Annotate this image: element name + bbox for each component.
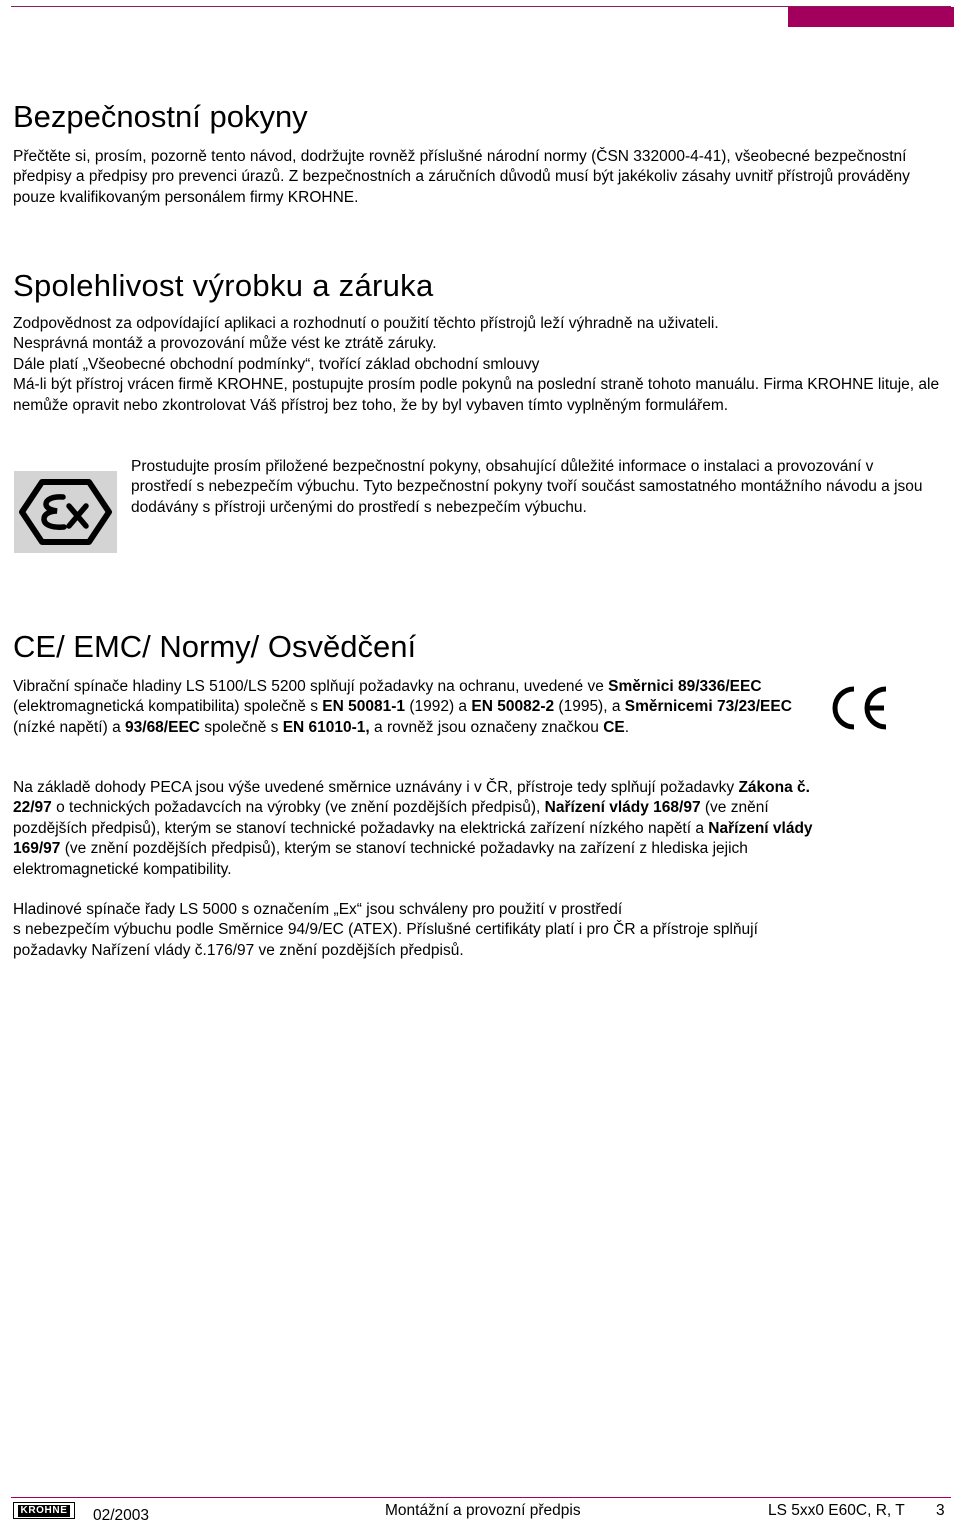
ce-atex-line-1: Hladinové spínače řady LS 5000 s označením „Ex“ jsou schváleny pro použití v prostředí <box>13 901 623 918</box>
krohne-logo <box>13 1502 75 1519</box>
safety-paragraph: Přečtěte si, prosím, pozorně tento návod, dodržujte rovněž příslušné národní normy (ČSN 332000-4-41), všeobecné bezpečnostní předpisy a předpisy pro prevenci úrazů. Z bezpečnostních a záručních důvodů musí být jakékoliv zásahy uvnitř přístrojů prováděny pouze kvalifikovaným personálem firmy KROHNE. <box>13 148 910 206</box>
ce-atex-paragraph <box>13 900 813 961</box>
warranty-line-responsibility: Zodpovědnost za odpovídající aplikaci a rozhodnutí o použití těchto přístrojů leží výhradně na uživateli. <box>13 315 719 332</box>
ex-notice-paragraph: Prostudujte prosím přiložené bezpečnostní pokyny, obsahující důležité informace o instalaci a provozování v prostředí s nebezpečím výbuchu. Tyto bezpečnostní pokyny tvoří součást samostatného montážního návodu a jsou dodávány s přístroji určenými do prostředí s nebezpečím výbuchu. <box>131 458 923 516</box>
ce-atex-line-2: s nebezpečím výbuchu podle Směrnice 94/9/EC (ATEX). Příslušné certifikáty platí i pro ČR a přístroje splňují požadavky Nařízení vlády č.176/97 ve znění pozdějších předpisů. <box>13 921 758 959</box>
footer-date: 02/2003 <box>93 1507 150 1524</box>
section-heading-ce: CE/ EMC/ Normy/ Osvědčení <box>13 629 417 664</box>
footer-model: LS 5xx0 E60C, R, T <box>768 1502 905 1519</box>
krohne-logo-text: KROHNE <box>18 1505 71 1517</box>
warranty-paragraph <box>13 314 948 416</box>
ce-directives-paragraph: Vibrační spínače hladiny LS 5100/LS 5200 splňují požadavky na ochranu, uvedené ve Směrnici 89/336/EEC (elektromagnetická kompatibilita) společně s EN 50081-1 (1992) a EN 50082-2 (1995), a Směrnicemi 73/23/EEC (nízké napětí) a 93/68/EEC společně s EN 61010-1, a rovněž jsou označeny značkou CE. <box>13 678 792 736</box>
ce-mark-icon <box>828 684 890 732</box>
warranty-line-conditions: Dále platí „Všeobecné obchodní podmínky“, tvořící základ obchodní smlouvy <box>13 355 540 373</box>
footer-document-title: Montážní a provozní předpis <box>385 1502 581 1519</box>
header-accent-bar <box>788 7 954 27</box>
footer-rule <box>11 1497 951 1498</box>
page-number: 3 <box>936 1502 945 1519</box>
ce-peca-paragraph: Na základě dohody PECA jsou výše uvedené směrnice uznávány i v ČR, přístroje tedy splňují požadavky Zákona č. 22/97 o technických požadavcích na výrobky (ve znění pozdějších předpisů), Nařízení vlády 168/97 (ve znění pozdějších předpisů), kterým se stanoví technické požadavky na elektrická zařízení nízkého napětí a Nařízení vlády 169/97 (ve znění pozdějších předpisů), kterým se stanoví technické požadavky na zařízení z hlediska jejich elektromagnetické kompatibility. <box>13 779 813 878</box>
section-heading-warranty: Spolehlivost výrobku a záruka <box>13 268 434 303</box>
ex-explosion-protection-icon <box>14 471 117 553</box>
warranty-line-installation: Nesprávná montáž a provozování může vést ke ztrátě záruky. <box>13 335 437 353</box>
section-heading-safety: Bezpečnostní pokyny <box>13 99 308 134</box>
warranty-line-return: Má-li být přístroj vrácen firmě KROHNE, postupujte prosím podle pokynů na poslední straně tohoto manuálu. Firma KROHNE lituje, ale nemůže opravit nebo zkontrolovat Váš přístroj bez toho, že by byl vybaven tímto vyplněným formulářem. <box>13 376 940 414</box>
